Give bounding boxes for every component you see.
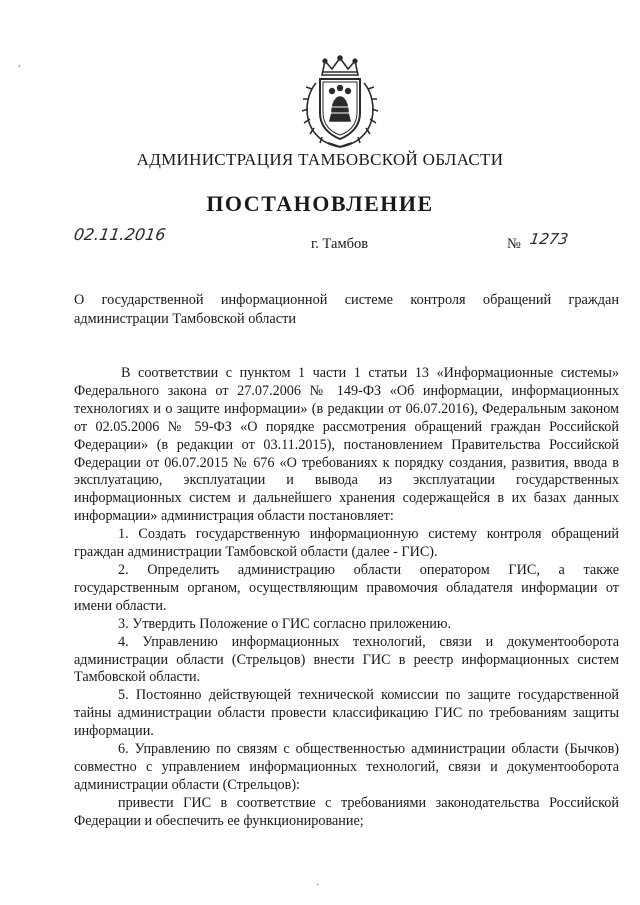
handwritten-document-number: 1273: [528, 230, 570, 248]
document-type-title: ПОСТАНОВЛЕНИЕ: [206, 191, 434, 216]
clause-6: 6. Управлению по связям с общественностью администрации области (Бычков) совместно с управлением информационных технологий, связи и документооборота администрации области (Стрельцов):: [74, 741, 619, 793]
clause-4: 4. Управлению информационных технологий, связи и документооборота администрации области (Стрельцов) внести ГИС в реестр информационных систем Тамбовской области.: [74, 633, 619, 686]
preamble-paragraph: В соответствии с пунктом 1 части 1 статьи 13 «Информационные системы» Федерального закона от 27.07.2006 № 149-ФЗ «Об информации, информационных технологиях и о защите информации» (в редакции от 06.07.2016), Федеральным законом от 02.05.2006 № 59-ФЗ «О порядке рассмотрения обращений граждан Российской Федерации» (в редакции от 03.11.2015), постановлением Правительства Российской Федерации от 06.07.2015 № 676 «О требованиях к порядку создания, развития, ввода в эксплуатацию, эксплуатации и вывода из эксплуатации государственных информационных систем и дальнейшего хранения содержащейся в их базах данных информации» администрация области постановляет:: [74, 365, 619, 525]
clause-6-subitem: привести ГИС в соответствие с требованиями законодательства Российской Федерации и обеспечить ее функционирование;: [74, 794, 619, 829]
clause-3: 3. Утвердить Положение о ГИС согласно приложению.: [118, 615, 452, 632]
document-body: [74, 365, 619, 831]
handwritten-date: 02.11.2016: [72, 225, 167, 244]
city-label: г. Тамбов: [311, 236, 369, 252]
number-label: №: [507, 236, 521, 252]
document-subject: О государственной информационной системе контроля обращений граждан администрации Тамбовской области: [74, 292, 619, 327]
scan-mark: ·: [316, 880, 320, 891]
clause-2: 2. Определить администрацию области оператором ГИС, а также государственным органом, осуществляющим правомочия обладателя информации от имени области.: [74, 561, 619, 614]
organization-name: АДМИНИСТРАЦИЯ ТАМБОВСКОЙ ОБЛАСТИ: [136, 150, 504, 169]
coat-of-arms-emblem: [298, 55, 382, 151]
scan-mark: ,: [18, 58, 21, 69]
clause-5: 5. Постоянно действующей технической комиссии по защите государственной тайны администрации области провести классификацию ГИС по требованиям защиты информации.: [74, 687, 619, 740]
clause-1: 1. Создать государственную информационную систему контроля обращений граждан администрации Тамбовской области (далее - ГИС).: [74, 526, 619, 561]
